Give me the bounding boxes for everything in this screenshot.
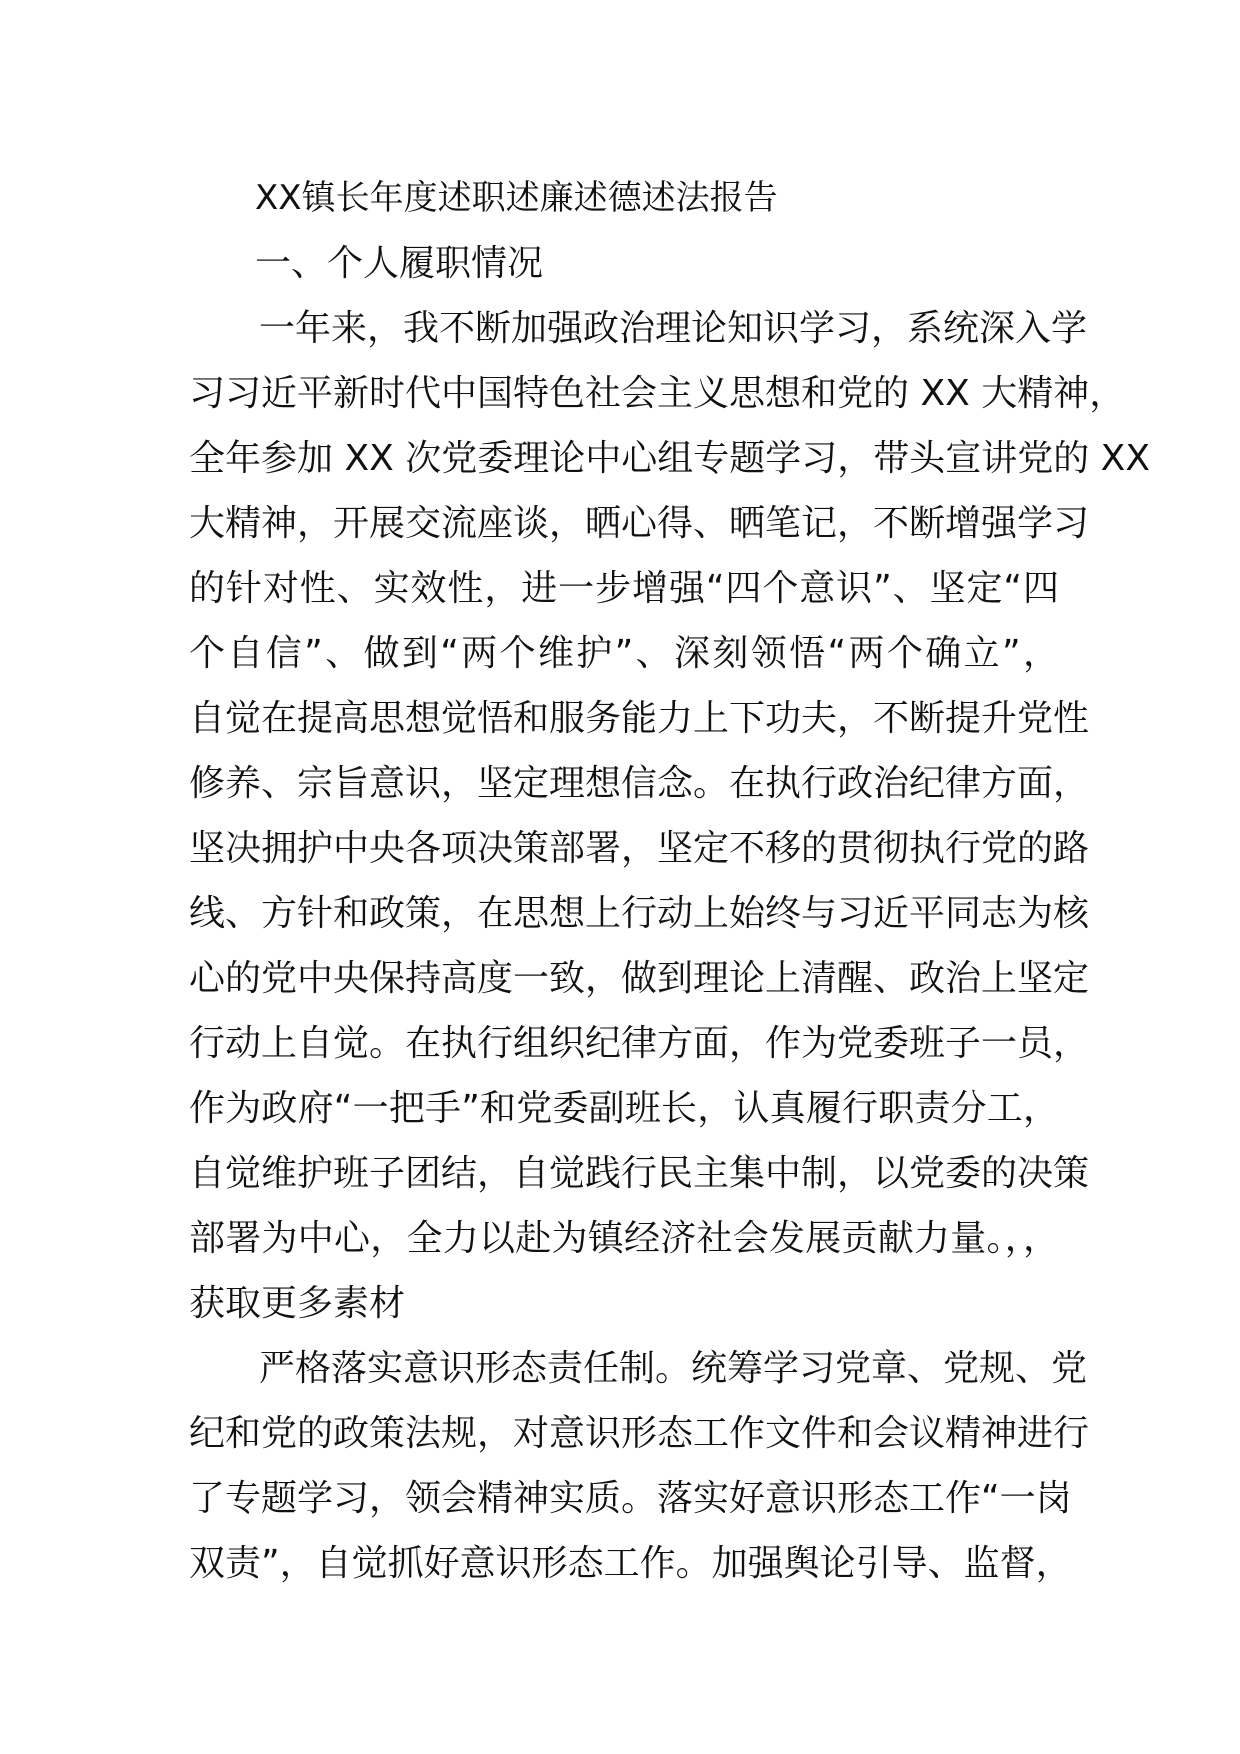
paragraph-line: 作为政府“一把手”和党委副班长，认真履行职责分工， xyxy=(189,1088,1059,1129)
paragraph-line: 自觉维护班子团结，自觉践行民主集中制，以党委的决策 xyxy=(189,1153,1090,1194)
paragraph-line: 了专题学习，领会精神实质。落实好意识形态工作“一岗 xyxy=(189,1478,1072,1519)
paragraph-1 xyxy=(189,296,1150,1336)
paragraph-2 xyxy=(189,1336,1090,1596)
paragraph-line: 行动上自觉。在执行组织纪律方面，作为党委班子一员， xyxy=(189,1023,1090,1064)
paragraph-line: 线、方针和政策，在思想上行动上始终与习近平同志为核 xyxy=(189,893,1090,934)
paragraph-line: 双责”，自觉抓好意识形态工作。加强舆论引导、监督， xyxy=(189,1543,1072,1584)
paragraph-line: 心的党中央保持高度一致，做到理论上清醒、政治上坚定 xyxy=(189,958,1090,999)
paragraph-line: 严格落实意识形态责任制。统筹学习党章、党规、党 xyxy=(259,1348,1088,1389)
paragraph-line: 坚决拥护中央各项决策部署，坚定不移的贯彻执行党的路 xyxy=(189,828,1090,869)
paragraph-line: 自觉在提高思想觉悟和服务能力上下功夫，不断提升党性 xyxy=(189,698,1090,739)
paragraph-line: 修养、宗旨意识，坚定理想信念。在执行政治纪律方面， xyxy=(189,763,1090,804)
paragraph-line: 一年来，我不断加强政治理论知识学习，系统深入学 xyxy=(259,308,1088,349)
paragraph-line: 个自信”、做到“两个维护”、深刻领悟“两个确立”， xyxy=(189,633,1059,674)
paragraph-line: 的针对性、实效性，进一步增强“四个意识”、坚定“四 xyxy=(189,568,1059,609)
paragraph-line: 部署为中心，全力以赴为镇经济社会发展贡献力量。，， xyxy=(189,1218,1059,1259)
section-heading: 一、个人履职情况 xyxy=(255,243,544,284)
paragraph-line: 纪和党的政策法规，对意识形态工作文件和会议精神进行 xyxy=(189,1413,1090,1454)
paragraph-line: 习习近平新时代中国特色社会主义思想和党的 XX 大精神， xyxy=(189,373,1126,414)
paragraph-line: 获取更多素材 xyxy=(189,1283,406,1324)
paragraph-line: 全年参加 XX 次党委理论中心组专题学习，带头宣讲党的 XX xyxy=(189,438,1150,479)
document-body xyxy=(189,166,1150,1596)
document-title: XX镇长年度述职述廉述德述法报告 xyxy=(255,178,778,218)
paragraph-line: 大精神，开展交流座谈，晒心得、晒笔记，不断增强学习 xyxy=(189,503,1090,544)
